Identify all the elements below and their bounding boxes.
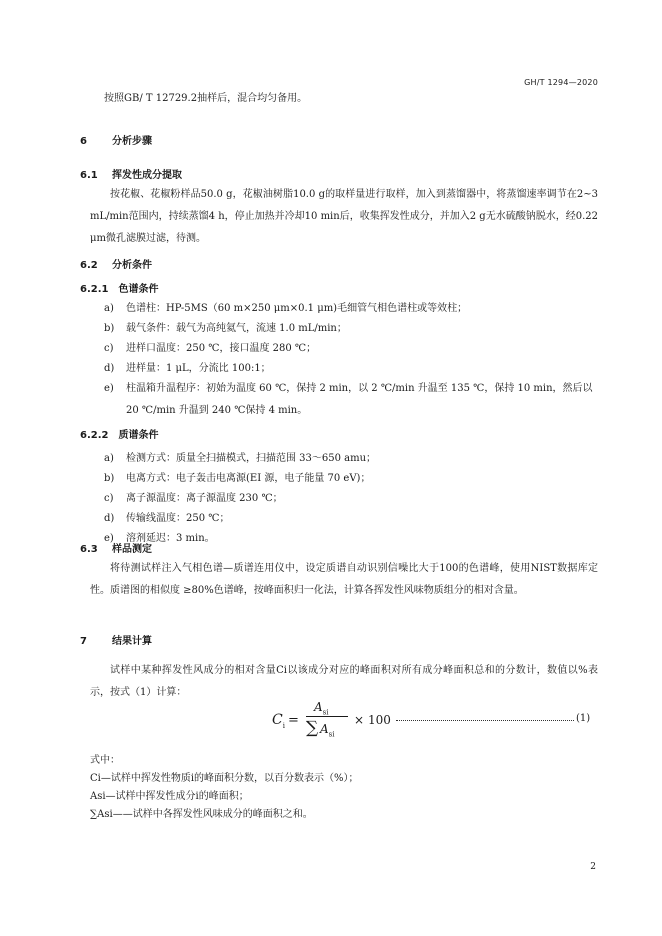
section-title: 结果计算 [112, 636, 152, 647]
list-label: b) [104, 323, 115, 334]
section-number: 6.2.2 [80, 430, 109, 441]
section-title: 质谱条件 [118, 430, 159, 441]
list-text: 溶剂延迟：3 min。 [126, 533, 215, 544]
section-title: 样品测定 [112, 544, 152, 555]
list-label: a) [104, 303, 114, 314]
doc-code: GH/T 1294—2020 [524, 78, 598, 87]
formula-denominator-subscript: si [328, 730, 335, 739]
page-number: 2 [590, 862, 596, 872]
list-label: e) [104, 383, 114, 394]
list-text: 离子源温度：离子源温度 230 ℃； [126, 493, 283, 504]
formula-lhs-subscript: i [282, 721, 285, 730]
section-title: 分析步骤 [112, 136, 152, 147]
formula-denominator-symbol: A [320, 722, 329, 736]
section-7-heading [80, 632, 152, 647]
list-text: 进样口温度：250 ℃，接口温度 280 ℃； [126, 343, 317, 354]
formula-1 [272, 696, 598, 746]
formula-lhs-symbol: C [272, 712, 283, 728]
list-label: e) [104, 533, 114, 544]
formula-equals: = [288, 713, 299, 728]
section-6-3-paragraph: 将待测试样注入气相色谱—质谱连用仪中，设定质谱自动识别信噪比大于100的色谱峰，使用NIST数据库定性。质谱图的相似度 ≥80%色谱峰，按峰面积归一化法，计算各挥发性风味物质组分的相对含量。 [90, 563, 598, 596]
section-6-heading [80, 132, 152, 147]
list-label: d) [104, 363, 115, 374]
list-item [104, 448, 598, 470]
section-7-paragraph: 试样中某种挥发性风成分的相对含量Ci以该成分对应的峰面积对所有成分峰面积总和的分数计，数值以%表示，按式（1）计算： [90, 665, 598, 698]
formula-numerator-subscript: si [322, 708, 329, 717]
formula-factor: 100 [368, 713, 391, 727]
list-item [104, 338, 598, 360]
definition-line: Ci—试样中挥发性物质i的峰面积分数，以百分数表示（%）； [90, 773, 359, 784]
definition-line: ∑Asi——试样中各挥发性风味成分的峰面积之和。 [90, 809, 313, 820]
formula-sum-sign: ∑ [306, 718, 319, 738]
list-label: b) [104, 473, 115, 484]
formula-numerator [314, 700, 329, 716]
formula-denominator [320, 722, 335, 738]
section-6-1-heading [80, 166, 182, 181]
list-item [104, 298, 598, 320]
list-text: 进样量：1 μL，分流比 100:1； [126, 363, 271, 374]
formula-lhs [272, 712, 285, 730]
definition-line: Asi—试样中挥发性成分i的峰面积； [90, 791, 249, 802]
list-text: 载气条件：载气为高纯氦气，流速 1.0 mL/min； [126, 323, 347, 334]
section-number: 6 [80, 136, 87, 147]
section-6-3-heading [80, 540, 152, 555]
list-text: 色谱柱：HP-5MS（60 m×250 μm×0.1 μm)毛细管气相色谱柱或等效柱； [126, 303, 468, 314]
formula-fraction [304, 700, 352, 740]
section-number: 6.2 [80, 260, 98, 271]
list-text: 柱温箱升温程序：初始为温度 60 ℃，保持 2 min，以 2 ℃/min 升温至 135 ℃，保持 10 min，然后以 20 ℃/min 升温到 240 ℃保持 4 min。 [126, 383, 593, 416]
list-item [104, 468, 598, 490]
list-text: 检测方式：质量全扫描模式，扫描范围 33～650 amu； [126, 453, 377, 464]
list-label: c) [104, 493, 114, 504]
section-number: 6.1 [80, 170, 98, 181]
formula-numerator-symbol: A [314, 700, 323, 714]
formula-times: × [354, 713, 365, 727]
formula-leader-dots [396, 720, 574, 721]
list-text: 电离方式：电子轰击电离源(EI 源，电子能量 70 eV)； [126, 473, 371, 484]
list-label: a) [104, 453, 114, 464]
section-6-2-2-heading [80, 426, 158, 441]
list-item [104, 358, 598, 380]
intro-line: 按照GB/ T 12729.2抽样后，混合均匀备用。 [104, 93, 308, 104]
section-6-2-heading [80, 256, 152, 271]
list-text: 传输线温度：250 ℃； [126, 513, 230, 524]
list-label: d) [104, 513, 115, 524]
where-label: 式中： [90, 755, 120, 766]
list-item [104, 318, 598, 340]
list-item [104, 508, 598, 530]
section-title: 挥发性成分提取 [112, 170, 182, 181]
section-number: 7 [80, 636, 87, 647]
list-item [104, 378, 598, 422]
section-6-1-paragraph: 按花椒、花椒粉样品50.0 g，花椒油树脂10.0 g的取样量进行取样，加入到蒸馏器中，将蒸馏速率调节在2~3 mL/min范围内，持续蒸馏4 h，停止加热并冷却10 min后，收集挥发性成分，并加入2 g无水硫酸钠脱水，经0.22 μm微孔滤膜过滤，待测。 [90, 189, 598, 244]
section-number: 6.3 [80, 544, 98, 555]
list-label: c) [104, 343, 114, 354]
section-number: 6.2.1 [80, 284, 109, 295]
list-item [104, 528, 598, 550]
section-6-2-1-heading [80, 280, 158, 295]
list-item [104, 488, 598, 510]
section-title: 色谱条件 [118, 284, 159, 295]
equation-number: (1) [576, 713, 591, 724]
fraction-bar [306, 716, 348, 717]
section-title: 分析条件 [112, 260, 152, 271]
